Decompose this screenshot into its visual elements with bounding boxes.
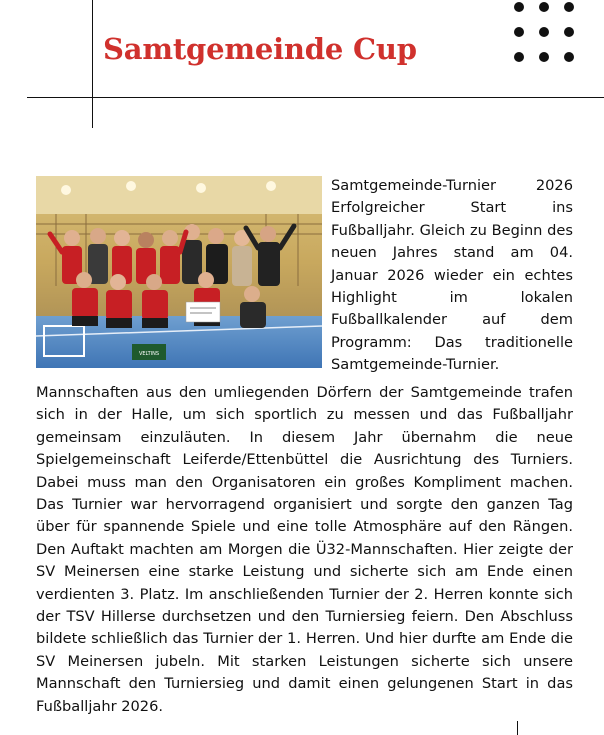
article-body: Mannschaften aus den umliegenden Dörfern der Samtgemeinde trafen sich in der Halle, um sich sportlich zu messen und das Fußballjahr gemeinsam einzuläuten. In diesem Jahr übernahm die neue Spielgemeinschaft Leiferde/Ettenbüttel die Ausrichtung des Turniers. Dabei muss man den Organisatoren ein großes Kompliment machen. Das Turnier war hervorragend organisiert und sorgte den ganzen Tag über für spannende Spiele und eine tolle Atmosphäre auf den Rängen. Den Auftakt machten am Morgen die Ü32-Mannschaften. Hier zeigte der SV Meinersen eine starke Leistung und sicherte sich am Ende einen verdienten 3. Platz. Im anschließenden Turnier der 2. Herren konnte sich der TSV Hillerse durchsetzen und den Turniersieg feiern. Den Abschluss bildete schließlich das Turnier der 1. Herren. Und hier durfte am Ende die SV Meinersen jubeln. Mit starken Leistungen sicherte sich unsere Mannschaft den Turniersieg und damit einen gelungenen Start in das Fußballjahr 2026. [36, 384, 573, 715]
dot [564, 52, 574, 62]
article-intro: Samtgemeinde-Turnier 2026 Erfolgreicher Start ins Fußballjahr. Gleich zu Beginn des neuen Jahres stand am 04. Januar 2026 wieder ein echtes Highlight im lokalen Fußballkalender auf dem Programm: Das traditionelle Samtgemeinde-Turnier. [331, 177, 573, 374]
dot-grid-icon [513, 0, 583, 66]
dot [539, 27, 549, 37]
dot [514, 27, 524, 37]
dot [514, 2, 524, 12]
vertical-rule [92, 0, 93, 128]
page-title: Samtgemeinde Cup [103, 32, 417, 66]
dot [539, 52, 549, 62]
dot [564, 27, 574, 37]
crate-label: VELTINS [138, 351, 160, 357]
dot [514, 52, 524, 62]
team-photo [36, 176, 322, 368]
footer-rule [517, 721, 518, 735]
header-divider [27, 97, 604, 98]
dot [564, 2, 574, 12]
dot [539, 2, 549, 12]
